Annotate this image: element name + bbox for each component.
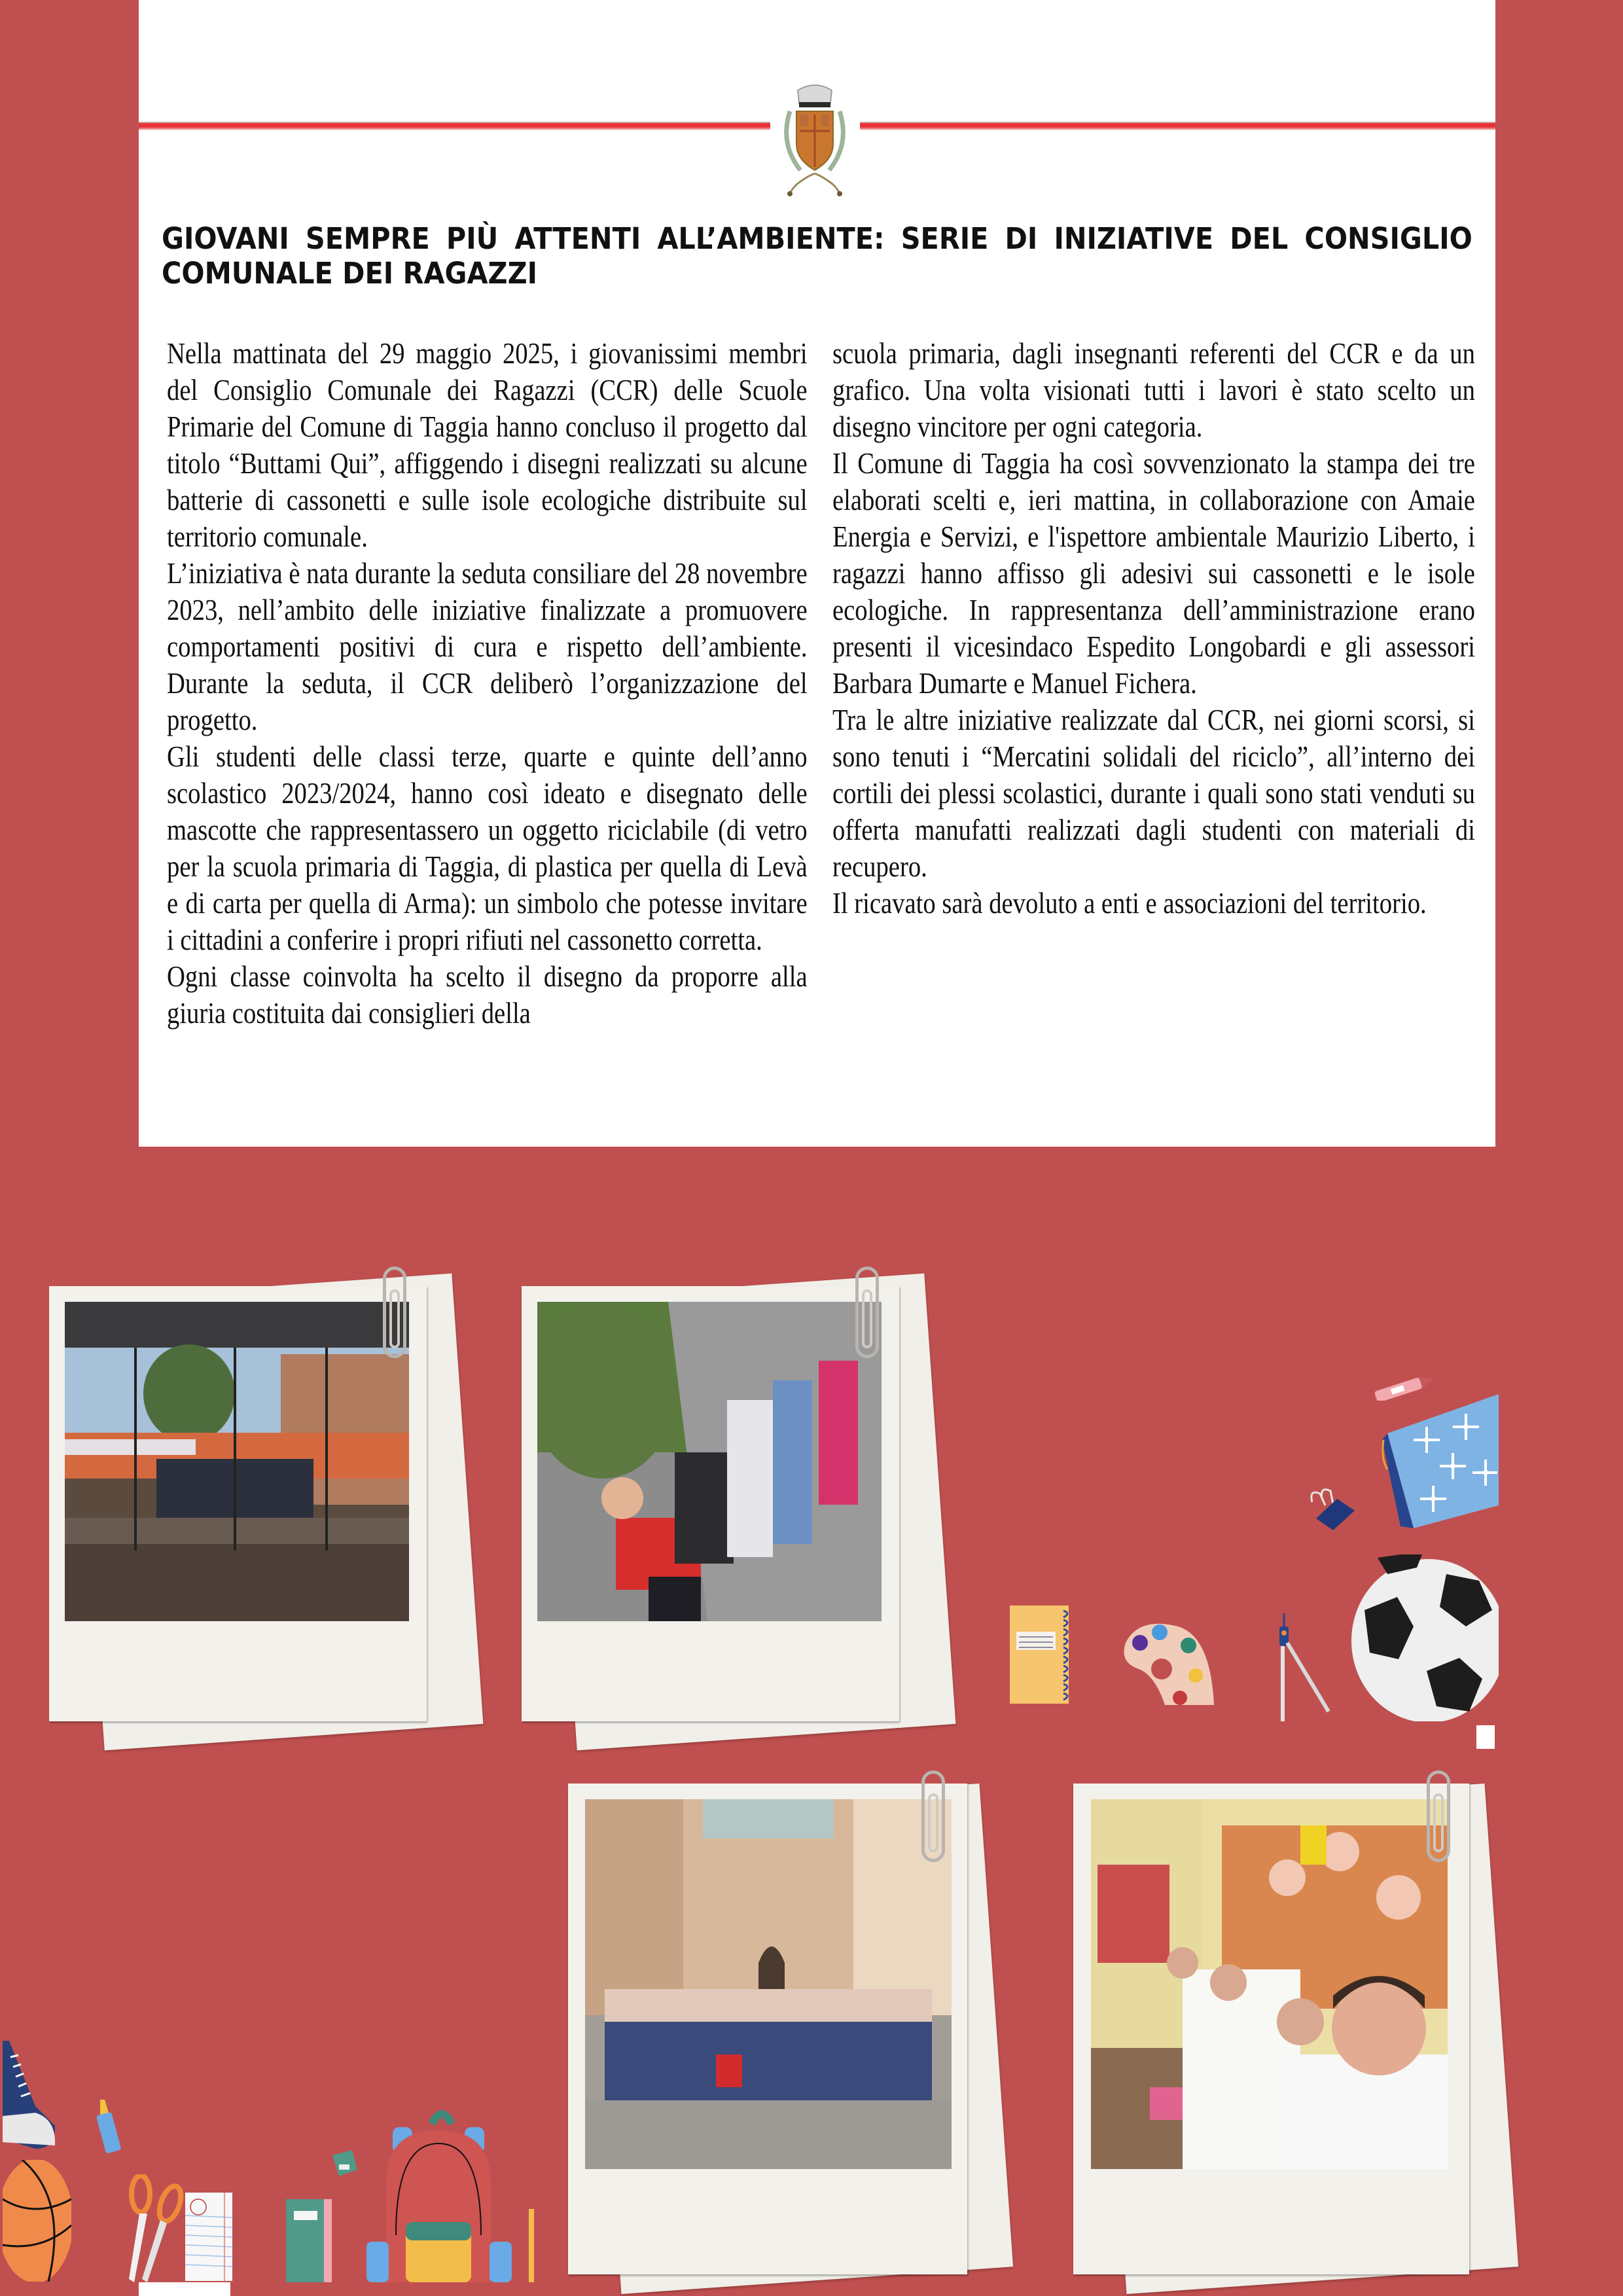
paragraph: Tra le altre iniziative realizzate dal CCR, nei giorni scorsi, si sono tenuti i “Mercatini solidali del riciclo”, all’interno dei cortili dei plessi scolastici, durante i quali sono stati venduti su offerta manufatti realizzati dagli studenti con materiali di recupero. [832, 703, 1475, 883]
photo-street-kids [537, 1302, 882, 1621]
article-title: GIOVANI SEMPRE PIÙ ATTENTI ALL’AMBIENTE: SERIE DI INIZIATIVE DEL CONSIGLIO COMUNALE DEI RAGAZZI [162, 221, 1472, 291]
paragraph: scuola primaria, dagli insegnanti referenti del CCR e da un grafico. Una volta visionati tutti i lavori è stato scelto un disegno vincitore per ogni categoria. [832, 336, 1475, 443]
binder-clip-icon [1306, 1486, 1358, 1532]
paragraph: Nella mattinata del 29 maggio 2025, i giovanissimi membri del Consiglio Comunale dei Ragazzi (CCR) delle Scuole Primarie del Comune di Taggia hanno concluso il progetto dal titolo “Buttami Qui”, affiggendo i disegni realizzati su alcune batterie di cassonetti e sulle isole ecologiche distribuite sul territorio comunale. [167, 336, 808, 553]
backpack-icon [366, 2104, 537, 2282]
paint-palette-icon [1119, 1617, 1217, 1705]
notebook-icon [1010, 1605, 1075, 1704]
paperclip-icon [855, 1266, 879, 1358]
paragraph: Ogni classe coinvolta ha scelto il disegno da proporre alla giuria costituita dai consiglieri della [167, 960, 808, 1030]
paragraph: L’iniziativa è nata durante la seduta consiliare del 28 novembre 2023, nell’ambito delle iniziative finalizzate a promuovere comportamenti positivi di cura e rispetto dell’ambiente. Durante la seduta, il CCR deliberò l’organizzazione del progetto. [167, 556, 808, 736]
photo-polaroid-3 [568, 1770, 1026, 2294]
paperclip-icon [383, 1266, 406, 1358]
white-block [139, 2282, 230, 2296]
white-block [1476, 1725, 1495, 1749]
pencil-case-icon [1374, 1388, 1499, 1532]
paragraph: Gli studenti delle classi terze, quarte e quinte dell’anno scolastico 2023/2024, hanno così ideato e disegnato delle mascotte che rappresentassero un oggetto riciclabile (di vetro per la scuola primaria di Taggia, di plastica per quella di Levà e di carta per quella di Arma): un simbolo che potesse invitare i cittadini a conferire i propri rifiuti nel cassonetto corretta. [167, 740, 808, 956]
photo-group-old-town [585, 1799, 952, 2169]
paragraph: Il Comune di Taggia ha così sovvenzionato la stampa dei tre elaborati scelti e, ieri mattina, in collaborazione con Amaie Energia e Servizi, e l'ispettore ambientale Maurizio Liberto, i ragazzi hanno affisso gli adesivi sui cassonetti e le isole ecologiche. In rappresentanza dell’amministrazione erano presenti il vicesindaco Espedito Longobardi e gli assessori Barbara Dumarte e Manuel Fichera. [832, 446, 1475, 700]
article-column-left [167, 335, 808, 1031]
paperclip-icon [921, 1770, 945, 1862]
basketball-icon [3, 2160, 71, 2282]
article-column-right [832, 335, 1475, 922]
photo-polaroid-1 [49, 1266, 481, 1764]
photo-polaroid-4 [1073, 1770, 1531, 2294]
paragraph: Il ricavato sarà devoluto a enti e associazioni del territorio. [832, 886, 1427, 920]
soccer-ball-icon [1351, 1554, 1499, 1721]
sharpener-icon [332, 2150, 359, 2178]
paper-sheet-icon [185, 2193, 234, 2281]
sneaker-icon [3, 2041, 55, 2152]
photo-market [65, 1302, 409, 1621]
coat-of-arms-icon [770, 79, 860, 196]
photo-polaroid-2 [522, 1266, 954, 1764]
header-rule-left [139, 122, 770, 130]
article-panel [139, 0, 1495, 1147]
highlighter-icon [97, 2100, 123, 2155]
paperclip-icon [1427, 1770, 1450, 1862]
header-rule-right [860, 122, 1495, 130]
photo-classroom-selfie [1091, 1799, 1448, 2169]
scissors-icon [121, 2174, 193, 2282]
compass-icon [1279, 1613, 1332, 1725]
book-icon [286, 2199, 332, 2282]
